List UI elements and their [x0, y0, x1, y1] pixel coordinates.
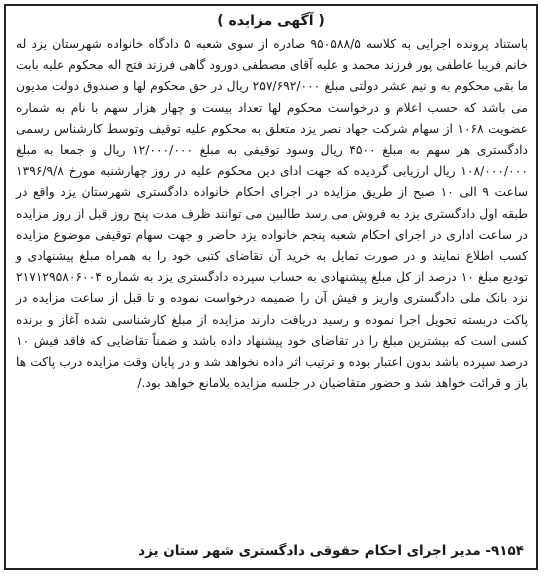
notice-frame	[4, 4, 538, 570]
notice-body: باستناد پرونده اجرایی به کلاسه ۹۵۰۵۸۸/۵ صادره از سوی شعبه ۵ دادگاه خانواده شهرستان یزد له خانم فریبا عاطفی پور فرزند محمد و علیه آقای مصطفی دورود گاهی فرزند فتح اله محکوم علیه بابت ما بقی محکوم به و نیم عشر دولتی مبلغ ۲۵۷/۶۹۲/۰۰۰ ریال در حق محکوم لها و صندوق دولت مدیون می باشد که حسب اعلام و درخواست محکوم لها تعداد بیست و چهار هزار سهم با نام به شماره عضویت ۱۰۶۸ از سهام شرکت جهاد نصر یزد متعلق به محکوم علیه توقیف وتوسط کارشناس رسمی دادگستری هر سهم به مبلغ ۴۵۰۰ ریال وسود توقیفی به مبلغ ۱۲/۰۰۰/۰۰۰ ریال و جمعا به مبلغ ۱۰۸/۰۰۰/۰۰۰ ریال ارزیابی گردیده که جهت ادای دین محکوم علیه در روز چهارشنبه مورخ ۱۳۹۶/۹/۸ ساعت ۹ الی ۱۰ صبح از طریق مزایده در اجرای احکام خانواده دادگستری شهرستان یزد واقع در طبقه اول دادگستری یزد به فروش می رسد طالبین می توانند ظرف مدت پنج روز قبل از روز مزایده در ساعت اداری در اجرای احکام شعبه پنجم خانواده یزد حاضر و جهت سهام توقیفی موضوع مزایده کسب اطلاع نمایند و در صورت تمایل به خرید آن تقاضای کتبی خود را به همراه مبلغ پیشنهادی و تودیع مبلغ ۱۰ درصد از کل مبلغ پیشنهادی به حساب سپرده دادگستری یزد به شماره ۲۱۷۱۲۹۵۸۰۶۰۰۴ نزد بانک ملی دادگستری واریز و فیش آن را ضمیمه درخواست نموده و تا قبل از ساعت مزایده در پاکت دربسته تحویل اجرا نموده و رسید دریافت دارند مزایده از مبلغ کارشناسی شده آغاز و برنده کسی است که بیشترین مبلغ را در تقاضای خود پیشنهاد داده باشد و ضمناً تقاضایی که فاقد فیش ۱۰ درصد سپرده باشد بدون اعتبار بوده و ترتیب اثر داده نخواهد شد و در پایان وقت مزایده درب پاکت ها باز و قرائت خواهد شد و حضور متقاضیان در جلسه مزایده بلامانع خواهد بود./	[16, 37, 529, 391]
notice-title: ( آگهی مزایده )	[217, 13, 325, 29]
notice-signature: ۹۱۵۴- مدیر اجرای احکام حقوقی دادگستری شهر ستان یزد	[138, 543, 524, 559]
